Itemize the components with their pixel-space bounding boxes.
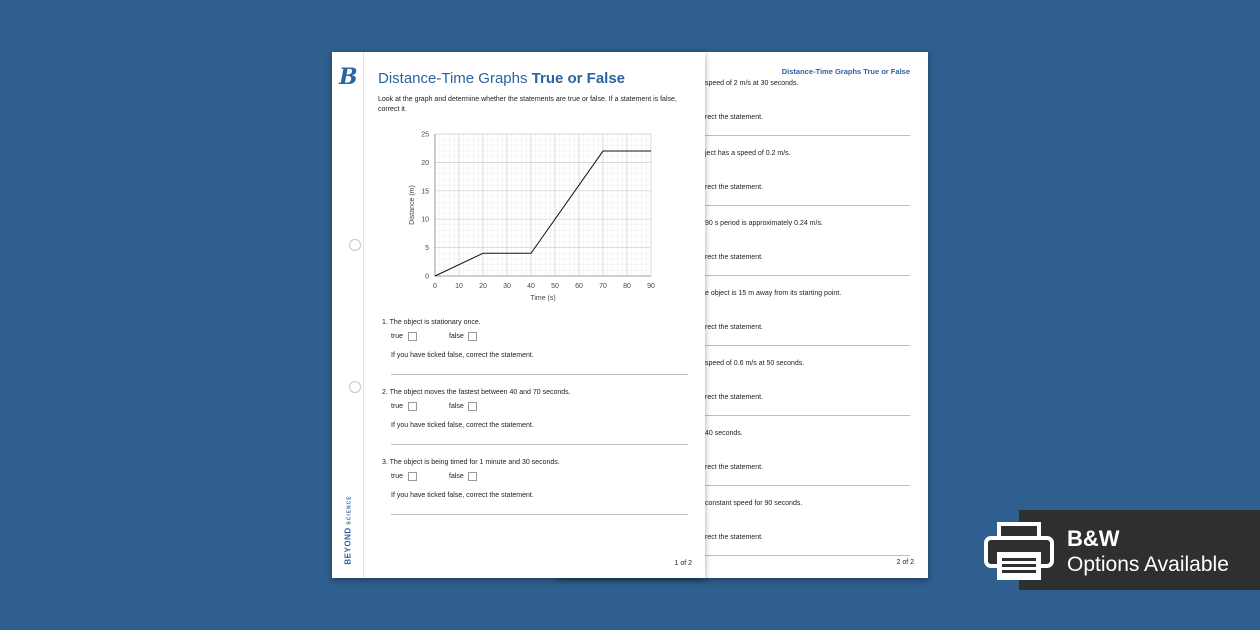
answer-line[interactable] <box>675 205 910 206</box>
false-checkbox[interactable] <box>468 332 477 341</box>
beyond-logo-icon: B <box>339 64 358 90</box>
false-checkbox[interactable] <box>468 402 477 411</box>
answer-line[interactable] <box>675 485 910 486</box>
page-2-statement <box>705 80 910 150</box>
x-tick-label: 30 <box>503 283 511 290</box>
question-text: 2. The object moves the fastest between 40 and 70 seconds. <box>382 389 571 396</box>
statement-text: speed of 2 m/s at 30 seconds. <box>705 80 799 87</box>
page-2-statement <box>705 220 910 290</box>
y-tick-label: 10 <box>421 216 429 224</box>
correct-prompt: rect the statement. <box>705 464 763 471</box>
true-label: true <box>391 333 404 340</box>
x-tick-label: 40 <box>527 283 535 290</box>
true-checkbox[interactable] <box>408 402 417 411</box>
true-checkbox[interactable] <box>408 472 417 481</box>
worksheet-title <box>378 70 625 87</box>
true-label: true <box>391 403 404 410</box>
brand-small-text: SCIENCE <box>346 495 353 525</box>
x-axis-label: Time (s) <box>530 295 556 302</box>
page-2-statement-list <box>705 80 910 570</box>
answer-line[interactable] <box>675 135 910 136</box>
statement-text: e object is 15 m away from its starting point. <box>705 290 842 297</box>
false-label: false <box>449 403 464 410</box>
statement-text: constant speed for 90 seconds. <box>705 500 803 507</box>
x-tick-label: 10 <box>455 283 463 290</box>
x-tick-label: 60 <box>575 283 583 290</box>
title-regular: Distance-Time Graphs <box>378 70 532 87</box>
badge-subtitle: Options Available <box>1067 553 1229 576</box>
page-2-header: Distance-Time Graphs True or False <box>781 67 910 76</box>
answer-line[interactable] <box>675 345 910 346</box>
page-2-number: 2 of 2 <box>896 559 914 566</box>
question-text: 3. The object is being timed for 1 minute and 30 seconds. <box>382 459 560 466</box>
statement-text: speed of 0.6 m/s at 50 seconds. <box>705 360 805 367</box>
answer-line[interactable] <box>675 555 910 556</box>
correct-prompt: If you have ticked false, correct the statement. <box>391 422 534 429</box>
answer-line[interactable] <box>675 275 910 276</box>
beyond-science-brand <box>338 490 358 570</box>
answer-line[interactable] <box>391 444 688 445</box>
answer-line[interactable] <box>391 374 688 375</box>
brand-main-text: BEYOND <box>343 527 353 565</box>
y-tick-label: 5 <box>425 245 429 253</box>
binder-margin <box>332 52 364 578</box>
page-2-statement <box>705 360 910 430</box>
correct-prompt: If you have ticked false, correct the statement. <box>391 352 534 359</box>
instructions: Look at the graph and determine whether the statements are true or false. If a statement is false, correct it. <box>378 96 677 113</box>
distance-time-chart <box>402 126 657 306</box>
x-tick-label: 80 <box>623 283 631 290</box>
page-2-statement <box>705 290 910 360</box>
y-tick-label: 0 <box>425 273 429 281</box>
page-2-statement <box>705 500 910 570</box>
x-tick-label: 50 <box>551 283 559 290</box>
statement-text: 40 seconds. <box>705 430 743 437</box>
title-bold: True or False <box>531 70 626 87</box>
false-label: false <box>449 473 464 480</box>
y-tick-label: 25 <box>421 131 429 139</box>
true-label: true <box>391 473 404 480</box>
y-tick-label: 15 <box>421 188 429 196</box>
correct-prompt: rect the statement. <box>705 254 763 261</box>
y-tick-label: 20 <box>421 159 429 167</box>
x-tick-label: 0 <box>433 283 437 290</box>
statement-text: ject has a speed of 0.2 m/s. <box>705 150 791 157</box>
correct-prompt: rect the statement. <box>705 394 763 401</box>
page-2-statement <box>705 150 910 220</box>
y-axis-label: Distance (m) <box>409 185 416 225</box>
bw-options-badge[interactable] <box>1019 510 1260 590</box>
worksheet-page-1 <box>332 52 705 578</box>
x-tick-label: 90 <box>647 283 655 290</box>
correct-prompt: rect the statement. <box>705 114 763 121</box>
correct-prompt: rect the statement. <box>705 324 763 331</box>
statement-text: 90 s period is approximately 0.24 m/s. <box>705 220 823 227</box>
badge-title: B&W <box>1067 526 1120 551</box>
punch-hole-icon <box>349 239 361 251</box>
correct-prompt: If you have ticked false, correct the statement. <box>391 492 534 499</box>
answer-line[interactable] <box>391 514 688 515</box>
punch-hole-icon <box>349 381 361 393</box>
answer-line[interactable] <box>675 415 910 416</box>
page-2-statement <box>705 430 910 500</box>
printer-icon <box>983 522 1055 582</box>
question-text: 1. The object is stationary once. <box>382 319 481 326</box>
correct-prompt: rect the statement. <box>705 534 763 541</box>
false-label: false <box>449 333 464 340</box>
false-checkbox[interactable] <box>468 472 477 481</box>
x-tick-label: 70 <box>599 283 607 290</box>
correct-prompt: rect the statement. <box>705 184 763 191</box>
true-checkbox[interactable] <box>408 332 417 341</box>
x-tick-label: 20 <box>479 283 487 290</box>
page-1-number: 1 of 2 <box>674 560 692 567</box>
